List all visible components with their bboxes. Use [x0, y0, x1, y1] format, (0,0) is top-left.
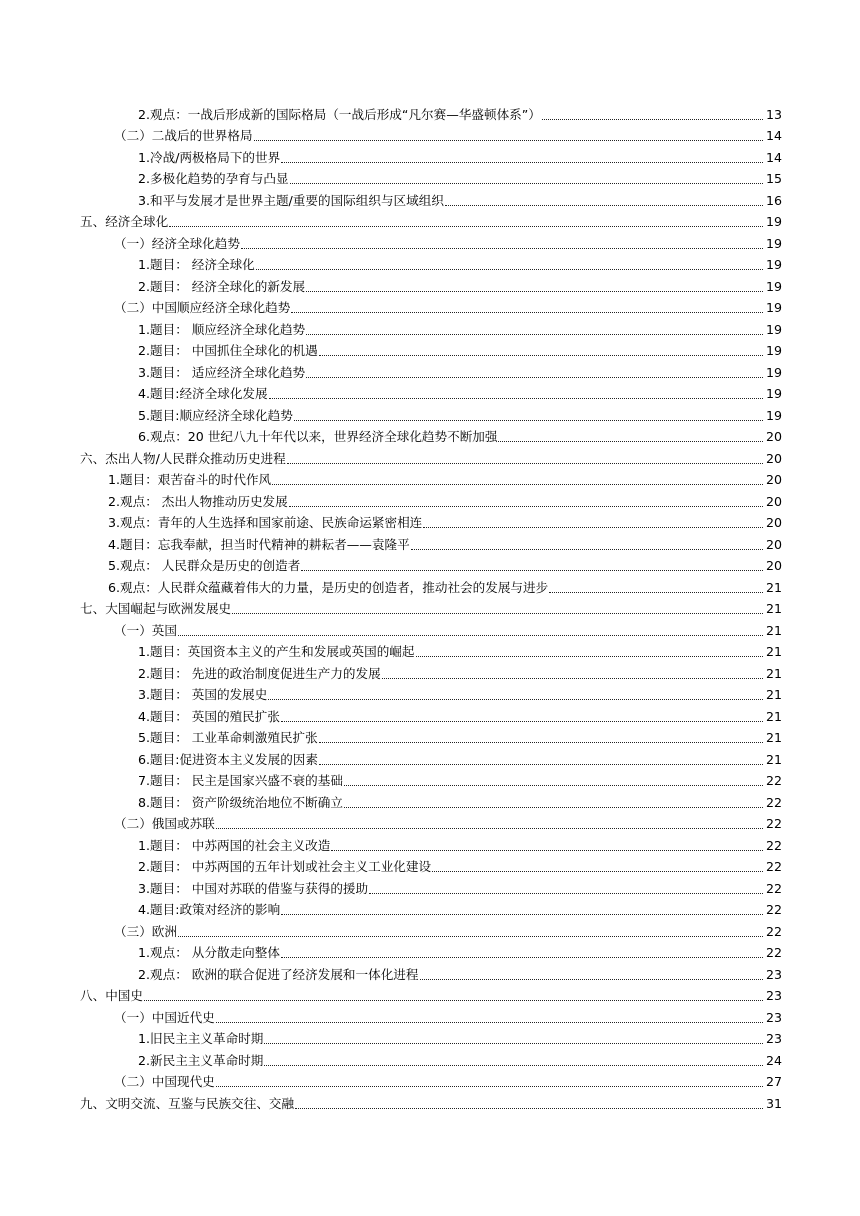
dot-leader — [241, 232, 763, 249]
toc-entry-label: 2.题目： 经济全球化的新发展 — [138, 278, 306, 294]
toc-entry[interactable] — [0, 123, 782, 145]
toc-entry-page-number: 27 — [765, 1074, 782, 1089]
toc-entry-page-number: 20 — [765, 472, 782, 487]
dot-leader — [264, 1049, 763, 1066]
toc-entry[interactable] — [0, 1026, 782, 1048]
toc-entry-page-number: 31 — [765, 1095, 782, 1111]
toc-entry-label: 2.多极化趋势的孕育与凸显 — [138, 171, 289, 186]
dot-leader — [178, 619, 763, 636]
toc-entry[interactable] — [0, 574, 782, 596]
dot-leader — [272, 468, 763, 485]
toc-entry-label: 8.题目： 资产阶级统治地位不断确立 — [138, 794, 343, 810]
dot-leader — [331, 834, 763, 851]
toc-entry-label: 七、大国崛起与欧洲发展史 — [80, 601, 232, 616]
toc-entry-label: 2.题目： 先进的政治制度促进生产力的发展 — [138, 665, 381, 681]
dot-leader — [420, 963, 764, 980]
dot-leader — [216, 1070, 763, 1087]
toc-entry-page-number: 22 — [765, 923, 782, 939]
dot-leader — [344, 791, 763, 808]
toc-entry[interactable] — [0, 660, 782, 682]
toc-entry-label: （三）欧洲 — [114, 923, 177, 939]
toc-entry-label: 2.题目： 中苏两国的五年计划或社会主义工业化建设 — [138, 859, 432, 874]
toc-entry-page-number: 21 — [765, 644, 782, 659]
toc-entry-label: （一）中国近代史 — [114, 1009, 215, 1025]
dot-leader — [281, 898, 763, 915]
toc-entry-label: 2.题目： 中国抓住全球化的机遇 — [138, 343, 318, 358]
toc-entry-page-number: 22 — [765, 837, 782, 853]
dot-leader — [281, 705, 763, 722]
toc-entry-label: 6.题目:促进资本主义发展的因素 — [138, 751, 318, 767]
dot-leader — [498, 425, 763, 442]
toc-entry-page-number: 21 — [765, 751, 782, 767]
dot-leader — [301, 554, 763, 571]
toc-entry[interactable] — [0, 338, 782, 360]
dot-leader — [281, 941, 763, 958]
dot-leader — [294, 404, 763, 421]
dot-leader — [344, 769, 763, 786]
toc-entry-label: 1.题目：英国资本主义的产生和发展或英国的崛起 — [138, 644, 415, 659]
toc-entry[interactable] — [0, 725, 782, 747]
toc-entry-label: 4.题目：忘我奉献，担当时代精神的耕耘者——袁隆平 — [108, 536, 410, 552]
toc-entry-label: 2.观点：一战后形成新的国际格局（一战后形成“凡尔赛—华盛顿体系”） — [138, 106, 541, 122]
toc-entry-label: 5.观点： 人民群众是历史的创造者 — [108, 558, 301, 573]
toc-entry-label: 5.题目:顺应经济全球化趋势 — [138, 407, 293, 423]
dot-leader — [319, 726, 763, 743]
dot-leader — [289, 490, 763, 507]
toc-entry-page-number: 19 — [765, 343, 782, 358]
toc-entry-page-number: 14 — [765, 149, 782, 165]
toc-entry-page-number: 22 — [765, 773, 782, 788]
dot-leader — [432, 855, 763, 872]
dot-leader — [291, 296, 763, 313]
toc-entry[interactable] — [0, 746, 782, 768]
toc-entry-label: 1.题目：艰苦奋斗的时代作风 — [108, 472, 272, 487]
toc-entry-page-number: 14 — [765, 128, 782, 143]
dot-leader — [144, 984, 763, 1001]
toc-entry[interactable] — [0, 381, 782, 403]
toc-entry-page-number: 23 — [765, 988, 782, 1003]
toc-entry-label: 7.题目： 民主是国家兴盛不衰的基础 — [138, 773, 343, 788]
toc-entry-label: 3.和平与发展才是世界主题/重要的国际组织与区域组织 — [138, 192, 444, 208]
toc-entry-label: （二）中国顺应经济全球化趋势 — [114, 300, 291, 315]
dot-leader — [542, 103, 763, 120]
toc-entry[interactable] — [0, 617, 782, 639]
toc-entry-label: 2.新民主主义革命时期 — [138, 1052, 264, 1068]
toc-entry[interactable] — [0, 1047, 782, 1069]
toc-entry[interactable] — [0, 639, 782, 661]
toc-entry-page-number: 20 — [765, 558, 782, 573]
toc-entry-page-number: 20 — [765, 493, 782, 509]
toc-entry-label: （一）经济全球化趋势 — [114, 235, 240, 251]
toc-entry[interactable] — [0, 488, 782, 510]
toc-entry[interactable] — [0, 832, 782, 854]
toc-entry-page-number: 23 — [765, 966, 782, 982]
toc-entry[interactable] — [0, 316, 782, 338]
dot-leader — [445, 189, 763, 206]
dot-leader — [216, 812, 763, 829]
toc-entry-page-number: 21 — [765, 601, 782, 616]
dot-leader — [281, 146, 763, 163]
toc-entry-label: 1.冷战/两极格局下的世界 — [138, 149, 281, 165]
toc-entry[interactable] — [0, 445, 782, 467]
dot-leader — [290, 167, 763, 184]
toc-entry-page-number: 21 — [765, 730, 782, 745]
toc-entry[interactable] — [0, 510, 782, 532]
toc-entry[interactable] — [0, 144, 782, 166]
toc-entry-page-number: 19 — [765, 321, 782, 337]
toc-entry-label: 九、文明交流、互鉴与民族交往、交融 — [80, 1095, 295, 1111]
toc-entry-page-number: 19 — [765, 214, 782, 229]
toc-entry-page-number: 19 — [765, 407, 782, 423]
toc-entry[interactable] — [0, 467, 782, 489]
toc-entry-page-number: 23 — [765, 1031, 782, 1046]
toc-entry-label: （二）中国现代史 — [114, 1074, 215, 1089]
dot-leader — [306, 361, 763, 378]
toc-entry[interactable] — [0, 1004, 782, 1026]
toc-entry-page-number: 21 — [765, 622, 782, 638]
toc-entry-label: 1.题目： 经济全球化 — [138, 257, 255, 272]
dot-leader — [268, 683, 763, 700]
toc-entry[interactable] — [0, 295, 782, 317]
dot-leader — [295, 1092, 763, 1109]
toc-entry-page-number: 19 — [765, 300, 782, 315]
toc-entry-label: （二）二战后的世界格局 — [114, 128, 253, 143]
toc-entry[interactable] — [0, 789, 782, 811]
dot-leader — [264, 1027, 763, 1044]
toc-entry-label: 4.题目:政策对经济的影响 — [138, 902, 281, 917]
toc-entry-label: 3.题目： 适应经济全球化趋势 — [138, 364, 306, 380]
toc-entry-page-number: 22 — [765, 816, 782, 831]
toc-entry[interactable] — [0, 682, 782, 704]
toc-entry-page-number: 13 — [765, 106, 782, 122]
toc-entry-page-number: 20 — [765, 536, 782, 552]
dot-leader — [178, 920, 763, 937]
toc-entry-page-number: 20 — [765, 515, 782, 530]
dot-leader — [423, 511, 763, 528]
toc-entry[interactable] — [0, 768, 782, 790]
toc-entry[interactable] — [0, 596, 782, 618]
toc-entry-page-number: 20 — [765, 429, 782, 444]
toc-entry[interactable] — [0, 1069, 782, 1091]
toc-entry-label: 1.旧民主主义革命时期 — [138, 1031, 264, 1046]
toc-entry[interactable] — [0, 703, 782, 725]
toc-entry[interactable] — [0, 402, 782, 424]
toc-entry-label: 3.题目： 英国的发展史 — [138, 687, 268, 702]
dot-leader — [256, 253, 763, 270]
toc-entry[interactable] — [0, 918, 782, 940]
dot-leader — [287, 447, 763, 464]
toc-entry-label: 1.题目： 中苏两国的社会主义改造 — [138, 837, 331, 853]
dot-leader — [269, 382, 763, 399]
toc-entry-page-number: 23 — [765, 1009, 782, 1025]
toc-entry-page-number: 22 — [765, 945, 782, 960]
toc-entry-page-number: 15 — [765, 171, 782, 186]
dot-leader — [411, 533, 763, 550]
dot-leader — [232, 597, 763, 614]
toc-entry[interactable] — [0, 166, 782, 188]
toc-entry[interactable] — [0, 424, 782, 446]
toc-entry[interactable] — [0, 187, 782, 209]
toc-entry[interactable] — [0, 983, 782, 1005]
toc-entry-page-number: 24 — [765, 1052, 782, 1068]
toc-entry-label: 2.观点： 欧洲的联合促进了经济发展和一体化进程 — [138, 966, 419, 982]
toc-entry-page-number: 21 — [765, 579, 782, 595]
toc-entry-page-number: 22 — [765, 880, 782, 896]
toc-entry[interactable] — [0, 811, 782, 833]
toc-entry[interactable] — [0, 531, 782, 553]
toc-entry-page-number: 19 — [765, 386, 782, 401]
toc-entry-label: （一）英国 — [114, 622, 177, 638]
toc-entry-label: 1.观点： 从分散走向整体 — [138, 945, 280, 960]
toc-entry-page-number: 21 — [765, 708, 782, 724]
toc-entry[interactable] — [0, 854, 782, 876]
toc-entry-label: 五、经济全球化 — [80, 214, 169, 229]
toc-entry-page-number: 19 — [765, 364, 782, 380]
dot-leader — [254, 124, 763, 141]
dot-leader — [319, 339, 763, 356]
toc-entry-label: 6.观点：20 世纪八九十年代以来，世界经济全球化趋势不断加强 — [138, 429, 498, 444]
toc-entry[interactable] — [0, 252, 782, 274]
dot-leader — [306, 275, 763, 292]
dot-leader — [369, 877, 763, 894]
toc-entry-page-number: 16 — [765, 192, 782, 208]
toc-entry-label: 4.题目： 英国的殖民扩张 — [138, 708, 280, 724]
toc-entry[interactable] — [0, 230, 782, 252]
dot-leader — [306, 318, 763, 335]
toc-entry-label: 2.观点： 杰出人物推动历史发展 — [108, 493, 288, 509]
toc-entry[interactable] — [0, 1090, 782, 1112]
toc-entry-page-number: 19 — [765, 278, 782, 294]
toc-entry-page-number: 20 — [765, 450, 782, 466]
dot-leader — [169, 210, 763, 227]
toc-entry-label: 5.题目： 工业革命刺激殖民扩张 — [138, 730, 318, 745]
toc-entry-label: 八、中国史 — [80, 988, 143, 1003]
toc-entry[interactable] — [0, 875, 782, 897]
toc-entry-page-number: 22 — [765, 794, 782, 810]
toc-entry-label: 3.观点：青年的人生选择和国家前途、民族命运紧密相连 — [108, 515, 423, 530]
toc-entry[interactable] — [0, 553, 782, 575]
toc-entry-label: （二）俄国或苏联 — [114, 816, 215, 831]
toc-entry-page-number: 21 — [765, 687, 782, 702]
toc-entry[interactable] — [0, 961, 782, 983]
dot-leader — [382, 662, 763, 679]
dot-leader — [549, 576, 763, 593]
toc-entry-label: 3.题目： 中国对苏联的借鉴与获得的援助 — [138, 880, 369, 896]
toc-entry-label: 1.题目： 顺应经济全球化趋势 — [138, 321, 306, 337]
toc-entry-label: 4.题目:经济全球化发展 — [138, 386, 268, 401]
toc-entry[interactable] — [0, 101, 782, 123]
toc-entry-page-number: 22 — [765, 902, 782, 917]
toc-entry-page-number: 22 — [765, 859, 782, 874]
toc-entry[interactable] — [0, 209, 782, 231]
dot-leader — [216, 1006, 763, 1023]
toc-entry[interactable] — [0, 897, 782, 919]
toc-entry-label: 六、杰出人物/人民群众推动历史进程 — [80, 450, 286, 466]
toc-entry-page-number: 19 — [765, 257, 782, 272]
toc-entry-label: 6.观点：人民群众蕴藏着伟大的力量，是历史的创造者，推动社会的发展与进步 — [108, 579, 549, 595]
toc-entry[interactable] — [0, 273, 782, 295]
dot-leader — [319, 748, 763, 765]
dot-leader — [416, 640, 764, 657]
toc-entry-page-number: 19 — [765, 235, 782, 251]
toc-entry-page-number: 21 — [765, 665, 782, 681]
table-of-contents — [0, 101, 860, 1112]
toc-entry[interactable] — [0, 359, 782, 381]
toc-entry[interactable] — [0, 940, 782, 962]
